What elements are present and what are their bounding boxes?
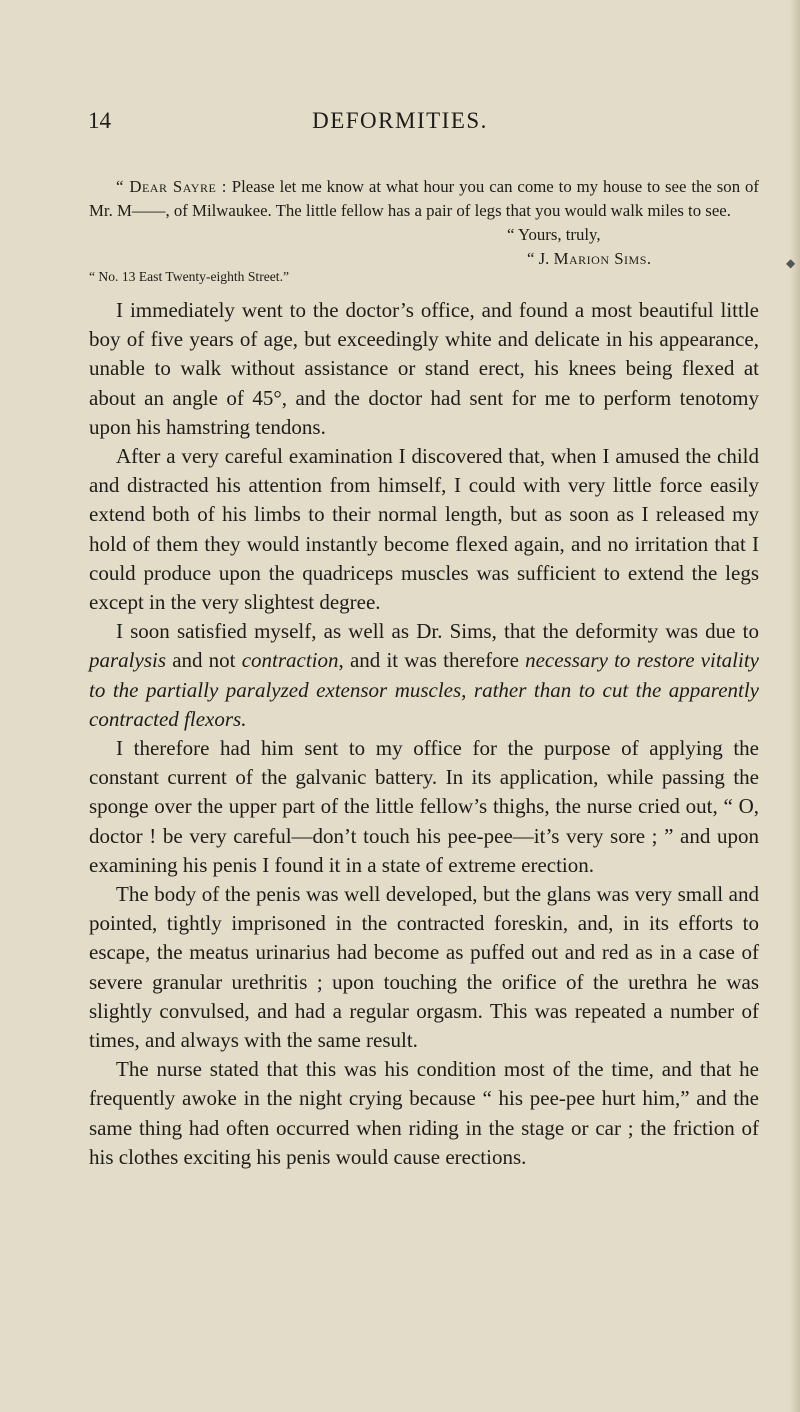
paragraph: After a very careful examination I discovered that, when I amused the child and distracted his attention from himself, I could with very little force easily extend both of his limbs to their normal length, but as soon as I released my hold of them they would instantly become flexed again, and no irritation that I could produce upon the quadriceps muscles was sufficient to extend the legs except in the very slightest degree. <box>89 444 759 615</box>
text-span: I soon satisfied myself, as well as Dr. Sims, that the deformity was due to <box>116 619 759 644</box>
paragraph: The nurse stated that this was his condition most of the time, and that he frequently awoke in the night crying because “ his pee-pee hurt him,” and the same thing had often occurred when riding in the stage or car ; the friction of his clothes exciting his penis would cause erections. <box>89 1057 759 1169</box>
letter-address: “ No. 13 East Twenty-eighth Street.” <box>89 269 290 284</box>
italic-span: paralysis <box>89 648 167 673</box>
italic-span: contraction <box>241 648 339 673</box>
letter-body-paragraph <box>89 175 759 223</box>
running-head <box>0 108 800 138</box>
running-title: DEFORMITIES. <box>312 108 488 133</box>
page-number: 14 <box>88 108 111 133</box>
quoted-letter <box>89 175 759 271</box>
paragraph: I immediately went to the doctor’s office, and found a most beautiful little boy of five years of age, but exceedingly white and delicate in his appearance, unable to walk without assistance or stand erect, his knees being flexed at about an angle of 45°, and the doctor had sent for me to perform tenotomy upon his hamstring tendons. <box>89 298 759 439</box>
signature-prefix: “ J. <box>527 249 550 268</box>
body-text <box>89 296 759 1172</box>
page-edge-shadow <box>790 0 800 1412</box>
signature-name: Marion Sims. <box>553 249 652 268</box>
text-span: , and it was therefore <box>338 648 526 673</box>
paragraph: I therefore had him sent to my office for the purpose of applying the constant current of the galvanic battery. In its application, while passing the sponge over the upper part of the little fellow’s thighs, the nurse cried out, “ O, doctor ! be very careful—don’t touch his pee-pee—it’s very sore ; ” and upon examining his penis I found it in a state of extreme erection. <box>89 736 759 877</box>
italic-span: necessary to restore vitality to the partially paralyzed extensor muscles, rather than to cut the apparently contracted flexors. <box>89 648 760 731</box>
margin-mark: ◆ <box>786 256 796 270</box>
letter-closing: “ Yours, truly, <box>507 225 601 244</box>
paragraph-with-italics <box>89 617 759 734</box>
paragraph: The body of the penis was well developed, but the glans was very small and pointed, tightly imprisoned in the contracted foreskin, and, in its efforts to escape, the meatus urinarius had become as puffed out and red as in a case of severe granular urethritis ; upon touching the orifice of the urethra he was slightly convulsed, and had a regular orgasm. This was repeated a number of times, and always with the same result. <box>89 882 759 1053</box>
letter-body: Please let me know at what hour you can come to my house to see the son of Mr. M——, of Milwaukee. The little fellow has a pair of legs that you would walk miles to see. <box>89 177 759 220</box>
letter-salutation: “ Dear Sayre : <box>116 177 227 196</box>
text-span: and not <box>166 648 242 673</box>
